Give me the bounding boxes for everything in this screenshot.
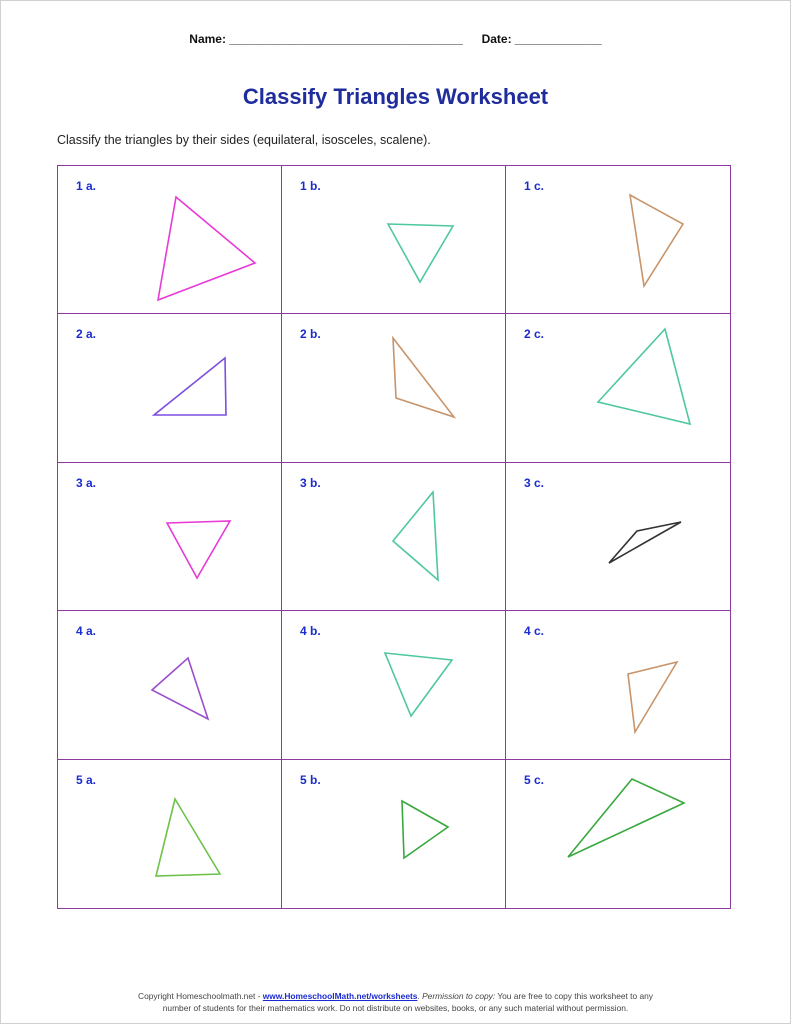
problem-cell-3b bbox=[282, 463, 506, 611]
triangle-figure bbox=[506, 166, 730, 314]
problem-label: 1 c. bbox=[524, 179, 545, 193]
problem-label: 4 a. bbox=[76, 624, 97, 639]
footer-copyright: Copyright Homeschoolmath.net - bbox=[138, 991, 263, 1001]
triangle-figure bbox=[506, 314, 730, 462]
problem-cell-4c bbox=[506, 611, 730, 759]
triangle-shape bbox=[393, 338, 454, 417]
problem-cell-4a bbox=[58, 611, 282, 759]
triangle-figure bbox=[282, 166, 506, 314]
problem-label: 2 a. bbox=[76, 327, 97, 342]
date-field[interactable]: Date: _____________ bbox=[481, 32, 602, 46]
problem-cell-2c bbox=[506, 314, 730, 462]
problem-label: 3 a. bbox=[76, 475, 97, 490]
triangle-figure bbox=[282, 314, 506, 462]
triangle-shape bbox=[167, 521, 230, 578]
problem-cell-1a bbox=[58, 166, 282, 314]
problem-label: 5 a. bbox=[76, 772, 97, 787]
triangle-figure bbox=[58, 166, 282, 314]
footer-permission-label: Permission to copy: bbox=[422, 991, 496, 1001]
instructions: Classify the triangles by their sides (equilateral, isosceles, scalene). bbox=[57, 133, 431, 147]
problem-label: 1 a. bbox=[76, 179, 97, 193]
triangle-figure bbox=[282, 760, 506, 908]
problem-cell-5a bbox=[58, 760, 282, 908]
problem-label: 4 c. bbox=[524, 624, 545, 639]
triangle-figure bbox=[58, 611, 282, 759]
triangle-shape bbox=[402, 801, 448, 858]
problem-label: 5 c. bbox=[524, 772, 545, 787]
problem-cell-5c bbox=[506, 760, 730, 908]
problem-cell-2a bbox=[58, 314, 282, 462]
footer-line2: number of students for their mathematics work. Do not distribute on websites, books, or any such material without permission. bbox=[162, 1003, 629, 1013]
problem-label: 3 b. bbox=[300, 475, 321, 490]
triangle-shape bbox=[152, 658, 208, 719]
triangle-figure bbox=[282, 463, 506, 611]
triangle-figure bbox=[282, 611, 506, 759]
problem-cell-3c bbox=[506, 463, 730, 611]
problem-cell-3a bbox=[58, 463, 282, 611]
problem-cell-5b bbox=[282, 760, 506, 908]
triangle-shape bbox=[628, 662, 677, 732]
triangle-shape bbox=[568, 779, 684, 857]
triangle-figure bbox=[58, 760, 282, 908]
triangle-figure bbox=[506, 463, 730, 611]
footer-permission-text: You are free to copy this worksheet to any bbox=[495, 991, 653, 1001]
triangle-shape bbox=[385, 653, 452, 716]
triangle-shape bbox=[609, 522, 681, 563]
footer-link[interactable]: www.HomeschoolMath.net/worksheets bbox=[262, 991, 418, 1001]
problem-cell-1b bbox=[282, 166, 506, 314]
problem-label: 5 b. bbox=[300, 772, 321, 787]
triangle-shape bbox=[158, 197, 255, 300]
problem-label: 3 c. bbox=[524, 475, 545, 490]
name-date-row bbox=[0, 32, 791, 46]
problem-label: 1 b. bbox=[300, 179, 321, 193]
problem-label: 2 b. bbox=[300, 327, 321, 342]
problem-label: 2 c. bbox=[524, 327, 545, 342]
problem-cell-4b bbox=[282, 611, 506, 759]
problem-cell-2b bbox=[282, 314, 506, 462]
problem-label: 4 b. bbox=[300, 624, 321, 639]
problem-grid bbox=[57, 165, 731, 909]
triangle-shape bbox=[393, 492, 438, 580]
footer: Copyright Homeschoolmath.net - www.HomeschoolMath.net/worksheets. Permission to copy: You are free to copy this worksheet to any number of students for their mathematics work. Do not distribute on websites, books, or any such material without permission. bbox=[0, 990, 791, 1014]
triangle-shape bbox=[388, 224, 453, 282]
triangle-shape bbox=[156, 799, 220, 876]
triangle-figure bbox=[58, 463, 282, 611]
problem-cell-1c bbox=[506, 166, 730, 314]
triangle-shape bbox=[154, 358, 226, 415]
triangle-shape bbox=[630, 195, 683, 286]
worksheet-title: Classify Triangles Worksheet bbox=[242, 84, 549, 109]
triangle-figure bbox=[58, 314, 282, 462]
triangle-figure bbox=[506, 760, 730, 908]
name-field[interactable]: Name: ___________________________________ bbox=[189, 32, 463, 46]
triangle-shape bbox=[598, 329, 690, 424]
triangle-figure bbox=[506, 611, 730, 759]
